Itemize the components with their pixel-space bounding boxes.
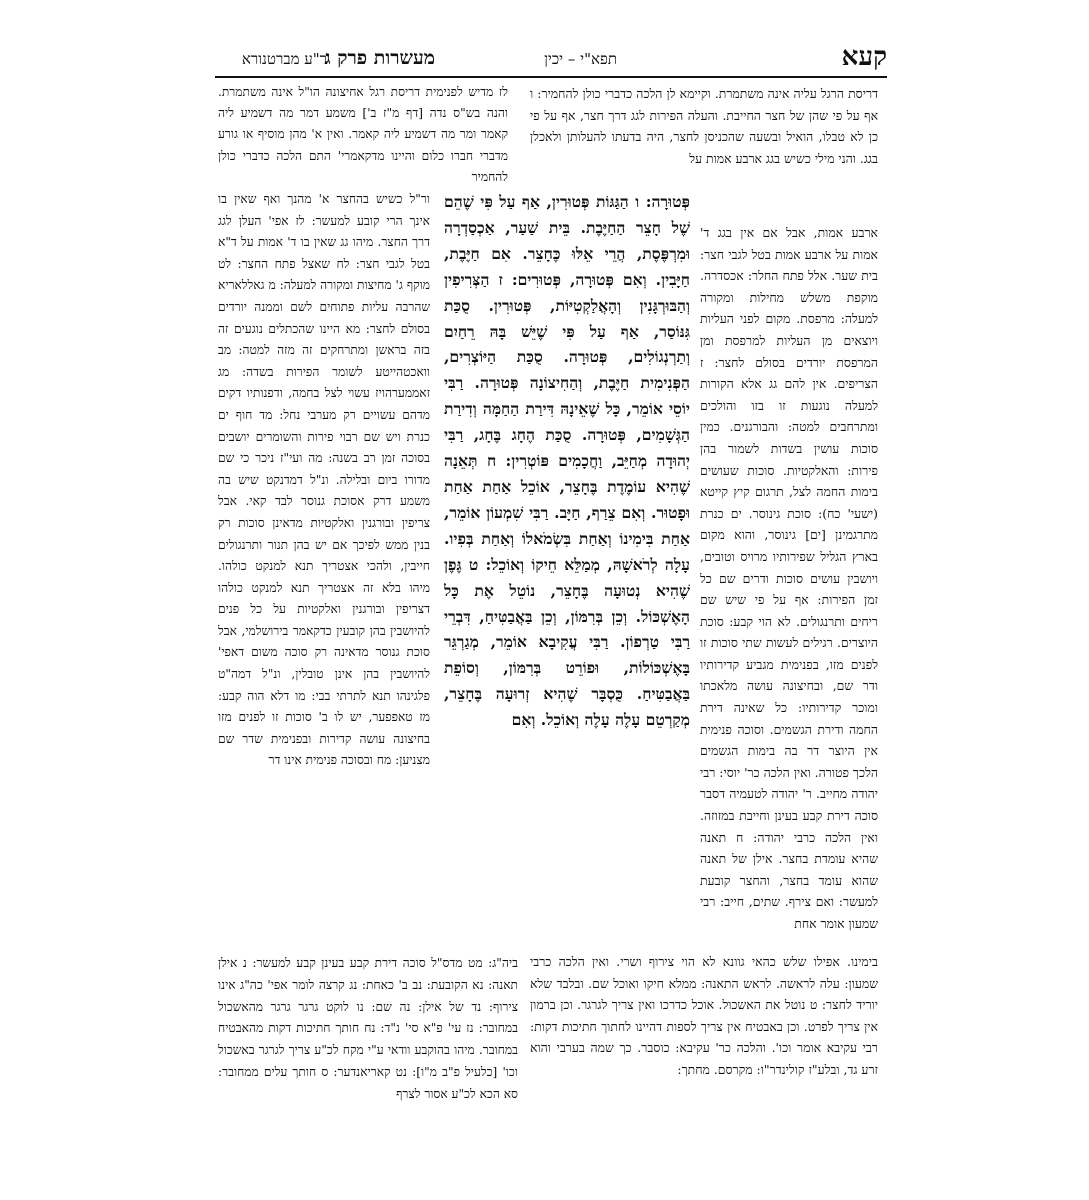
page-header	[215, 44, 887, 74]
mishna-main	[444, 189, 690, 941]
bartenura-right	[700, 222, 878, 952]
header-rule	[215, 76, 887, 78]
chapter-title: מעשרות פרק ג	[324, 47, 435, 69]
bartenura-top-text: דריסת הרגל עליה אינה משתמרת. וקיימא לן הלכה כדברי כולן להחמיר: ו אף על פי שהן של חצר החייבת. והעלה הפירות לגג דרך חצר, אף על פי כן לא טבלו, הואיל ובשעה שהכניסן לחצר, היה בדעתו להעלותן ולאכלן בגג. והני מילי כשיש בגג ארבע אמות על	[530, 86, 878, 167]
bartenura-right-text: ארבע אמות, אבל אם אין בגג ד' אמות על ארבע אמות בטל לגבי חצר: בית שער. אלל פתח החלר: אכסדרה. מוקפת משלש מחילות ומקורה למעלה: מרפסת. מקום לפני העליות ויוצאים מן העליות למרפסת ומן המרפסת יורדים בסולם לחצר: ז הצריפים. אין להם גג אלא הקורות למעלה נוגעות זו בזו והולכים ומתרחבים למטה: והבורגנים. כמין סוכות עושין בשדות לשמור בהן פירות: והאלקטיות. סוכות שעושים בימות החמה לצל, תרגום קיץ קייטא (ישעי' כח): סוכת גינוסר. ים כנרת מתרגמינן [ים] גינוסר, והוא מקום בארץ הגליל שפירותיו מרויס וטובים, ויושבין עושים סוכות ודרים שם כל זמן הפירות: אף על פי שיש שם ריחים ותרנגולים. לא הוי קבע: סוכת היוצרים. רגילים לעשות שתי סוכות זו לפנים מזו, בפנימית מגביע קדירותיו ודר שם, ובחיצונה עושה מלאכתו ומוכר קדירותיו: כל שאינה דירת החמה ודירת הגשמים. וסוכה פנימית אין היוצר דר בה בימות הגשמים הלכך פטורה. ואין הלכה כר' יוסי: רבי יהודה מחייב. ר' יהודה לטעמיה דסבר סוכה דירת קבע בעינן וחייבת במזוזה. ואין הלכה כרבי יהודה: ח תאנה שהיא עומדת בחצר. אילן של תאנה שהוא עומד בחצר, והחצר קובעת למעשר: ואם צירף. שתים, חייב: רבי שמעון אומר אחת	[700, 225, 878, 931]
mishna-main-text: פְּטוּרָה: ו הַגַּגּוֹת פְּטוּרִין, אַף עַל פִּי שֶׁהֵם שֶׁל חָצֵר הַחַיֶּבֶת. בֵּית שַׁעַר, אַכְסַדְרָה וּמִרְפֶּסֶת, הֲרֵי אֵלּוּ כֶּחָצֵר. אִם חַיֶּבֶת, חַיָּבִין. וְאִם פְּטוּרָה, פְּטוּרִים: ז הַצְּרִיפִין וְהַבּוּרְגָּנִין וְהָאֲלַקְטִיּוֹת, פְּטוּרִין. סֻכַּת גִּנּוֹסַר, אַף עַל פִּי שֶׁיֵּשׁ בָּהּ רֵחַיִם וְתַרְנְגוֹלִים, פְּטוּרָה. סֻכַּת הַיּוֹצְרִים, הַפְּנִימִית חַיֶּבֶת, וְהַחִיצוֹנָה פְּטוּרָה. רַבִּי יוֹסֵי אוֹמֵר, כָּל שֶׁאֵינָהּ דִּירַת הַחַמָּה וְדִירַת הַגְּשָׁמִים, פְּטוּרָה. סֻכַּת הֶחָג בֶּחָג, רַבִּי יְהוּדָה מְחַיֵּב, וַחֲכָמִים פּוֹטְרִין: ח תְּאֵנָה שֶׁהִיא עוֹמֶדֶת בֶּחָצֵר, אוֹכֵל אַחַת אַחַת וּפָטוּר. וְאִם צֵרַף, חַיָּב. רַבִּי שִׁמְעוֹן אוֹמֵר, אַחַת בִּימִינוֹ וְאַחַת בִּשְׂמֹאלוֹ וְאַחַת בְּפִיו. עָלָה לְרֹאשָׁהּ, מְמַלֵּא חֵיקוֹ וְאוֹכֵל: ט גֶּפֶן שֶׁהִיא נְטוּעָה בֶּחָצֵר, נוֹטֵל אֶת כָּל הָאֶשְׁכּוֹל. וְכֵן בְּרִמּוֹן, וְכֵן בַּאֲבַטִּיחַ, דִּבְרֵי רַבִּי טַרְפוֹן. רַבִּי עֲקִיבָא אוֹמֵר, מְגַרְגֵּר בָּאֶשְׁכּוֹלוֹת, וּפוֹרֵט בְּרִמּוֹן, וְסוֹפֵת בַּאֲבַטִּיחַ. כֻּסְבָּר שֶׁהִיא זְרוּעָה בֶּחָצֵר, מְקַרְטֵם עָלֶה עָלֶה וְאוֹכֵל. וְאִם	[444, 192, 690, 730]
verse-range: תפא"י – יכין	[544, 50, 617, 68]
tosafot-bottom	[218, 953, 518, 1118]
tosafot-top	[218, 82, 508, 189]
tosafot-left-text: ור"ל כשיש בהחצר א' מהנך ואף שאין בו אינך הרי קובע למעשר: לז אפי' העלן לגג דרך החצר. מיהו גג שאין בו ד' אמות על ד"א בטל לגבי חצר: לח שאצל פתח החצר: לט מוקף ג' מחיצות ומקורה למעלה: מ גאללאריא שהרבה עליות פתוחים לשם וממנה יורדים בסולם לחצר: מא היינו שהכתלים נוגעים זה בזה בראשן ומתרחקים זה מזה למטה: מב וואכטהייטע לשומר הפירות בשדה: מג זאממערהויז עשוי לצל בחמה, ודפנותיו דקים מדהם עשויים רק מערבי נחל: מד חוף ים כנרת ויש שם רבוי פירות והשומרים יושבים בסוכה זמן רב בשנה: מה ועי"ז ניכר כי שם מדורו ביום ובלילה. ונ"ל דמדנקט שיש בה משמע דרק אסוכת גנוסר לבד קאי. אבל צריפין ובורגנין ואלקטיות מדאינן סוכות רק בנין ממש לפיכך אם יש בהן תנור ותרנגולים חייבין, ולהכי אצטריך תנא למנקט כולהו. מיהו בלא זה אצטריך תנא למנקט כולהו דצריפין ובורגנין ואלקטיות על כל פנים להיושבין בהן קובעין כדקאמר בירושלמי, אבל סוכת גנוסר מדאינה רק סוכה משום דאפי' להיושבין בהן אינן טובלין, ונ"ל דמה"ט פלגינהו תנא לתרתי בבי: מו דלא הוה קבע: מז טאפפער, יש לו ב' סוכות זו לפנים מזו בחיצונה עושה קדירות ובפנימית שדר שם מצניען: מח ובסוכה פנימית אינו דר	[218, 192, 430, 768]
tosafot-bottom-text: ביה"ג: מט מדס"ל סוכה דירת קבע בעינן קבע למעשר: נ אילן תאנה: נא הקובעת: נב ב' כאחת: נג קרצה לומר אפי' כה"ג אינו צירוף: נד של אילן: נה שם: נו לוקט גרגר גרגר מהאשכול במחובר: נז עי' פ"א סי' נ"ד: נח חותך חתיכות דקות מהאבטיח במחובר. מיהו בהוקבע וודאי ע"י מקח לכ"ע צריך לגרגר באשכול וכו' [כלעיל פ"ב מ"ו]: נט קאריאנדער: ס חותך עלים ממחובר: סא הכא לכ"ע אסור לצרף	[218, 956, 518, 1101]
bartenura-bottom-text: בימינו. אפילו שלש כהאי גוונא לא הוי צירוף ושרי. ואין הלכה כרבי שמעון: עלה לראשה. לראש התאנה: ממלא חיקו ואוכל שם. ובלבד שלא יוריד לחצר: ט נוטל את האשכול. אוכל כדרכו ואין צריך לגרגר. וכן ברמון אין צריך לפרט. וכן באבטיח אין צריך לספות דהיינו לחתוך חתיכות דקות: רבי עקיבא אומר וכו'. והלכה כר' עקיבא: כוסבר. כך שמה בערבי והוא זרע גד, ובלע"ז קולינדר"ו: מקרסם. מחתך:	[530, 954, 878, 1077]
page-number: קעא	[841, 42, 887, 72]
commentator-name: ר"ע מברטנורא	[241, 50, 327, 68]
tosafot-left	[218, 189, 430, 941]
tosafot-top-text: לז מדיש לפנימית דריסת רגל אחיצונה הו"ל אינה משתמרת. והנה בש"ס נדה [דף מ"ז ב'] משמע דמר מה דשמיע ליה קאמר ומר מה דשמיע ליה קאמר. ואין א' מהן מוסיף או גורע מדברי חברו כלום והיינו מדקאמרי' התם הלכה כדברי כולן להחמיר	[218, 85, 508, 184]
bartenura-bottom	[530, 951, 878, 1121]
